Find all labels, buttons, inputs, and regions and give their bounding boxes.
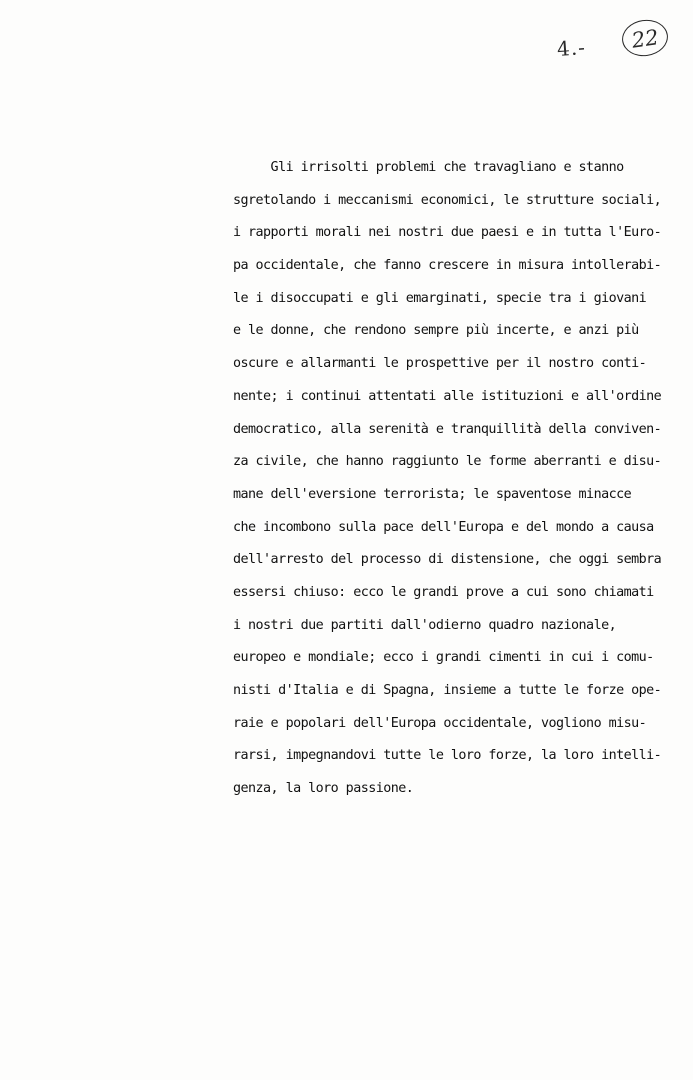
- text-line: e le donne, che rendono sempre più incerte, e anzi più: [233, 323, 639, 339]
- text-line: le i disoccupati e gli emarginati, specie tra i giovani: [233, 290, 647, 306]
- text-line: genza, la loro passione.: [233, 781, 414, 797]
- text-line: Gli irrisolti problemi che travagliano e stanno: [233, 160, 624, 175]
- text-line: essersi chiuso: ecco le grandi prove a cui sono chiamati: [233, 584, 654, 600]
- body-paragraph: [233, 158, 662, 812]
- text-line: oscure e allarmanti le prospettive per il nostro conti-: [233, 356, 647, 372]
- text-line: za civile, che hanno raggiunto le forme aberranti e disu-: [233, 454, 662, 470]
- text-line: i nostri due partiti dall'odierno quadro nazionale,: [233, 617, 617, 633]
- text-line: dell'arresto del processo di distensione, che oggi sembra: [233, 552, 662, 568]
- text-line: i rapporti morali nei nostri due paesi e in tutta l'Euro-: [233, 225, 662, 241]
- circled-archive-number: 22: [620, 17, 671, 59]
- text-line: rarsi, impegnandovi tutte le loro forze, la loro intelli-: [233, 748, 662, 764]
- text-line: nisti d'Italia e di Spagna, insieme a tutte le forze ope-: [233, 683, 662, 698]
- text-line: sgretolando i meccanismi economici, le strutture sociali,: [233, 192, 662, 208]
- text-line: nente; i continui attentati alle istituzioni e all'ordine: [233, 388, 662, 404]
- text-line: mane dell'eversione terrorista; le spaventose minacce: [233, 486, 632, 502]
- text-line: democratico, alla serenità e tranquillità della conviven-: [233, 421, 662, 437]
- text-line: raie e popolari dell'Europa occidentale, vogliono misu-: [233, 715, 647, 731]
- text-line: europeo e mondiale; ecco i grandi cimenti in cui i comu-: [233, 650, 654, 666]
- handwritten-page-number: 4.-: [556, 35, 587, 61]
- text-line: che incombono sulla pace dell'Europa e del mondo a causa: [233, 519, 654, 535]
- text-line: pa occidentale, che fanno crescere in misura intollerabi-: [233, 258, 662, 274]
